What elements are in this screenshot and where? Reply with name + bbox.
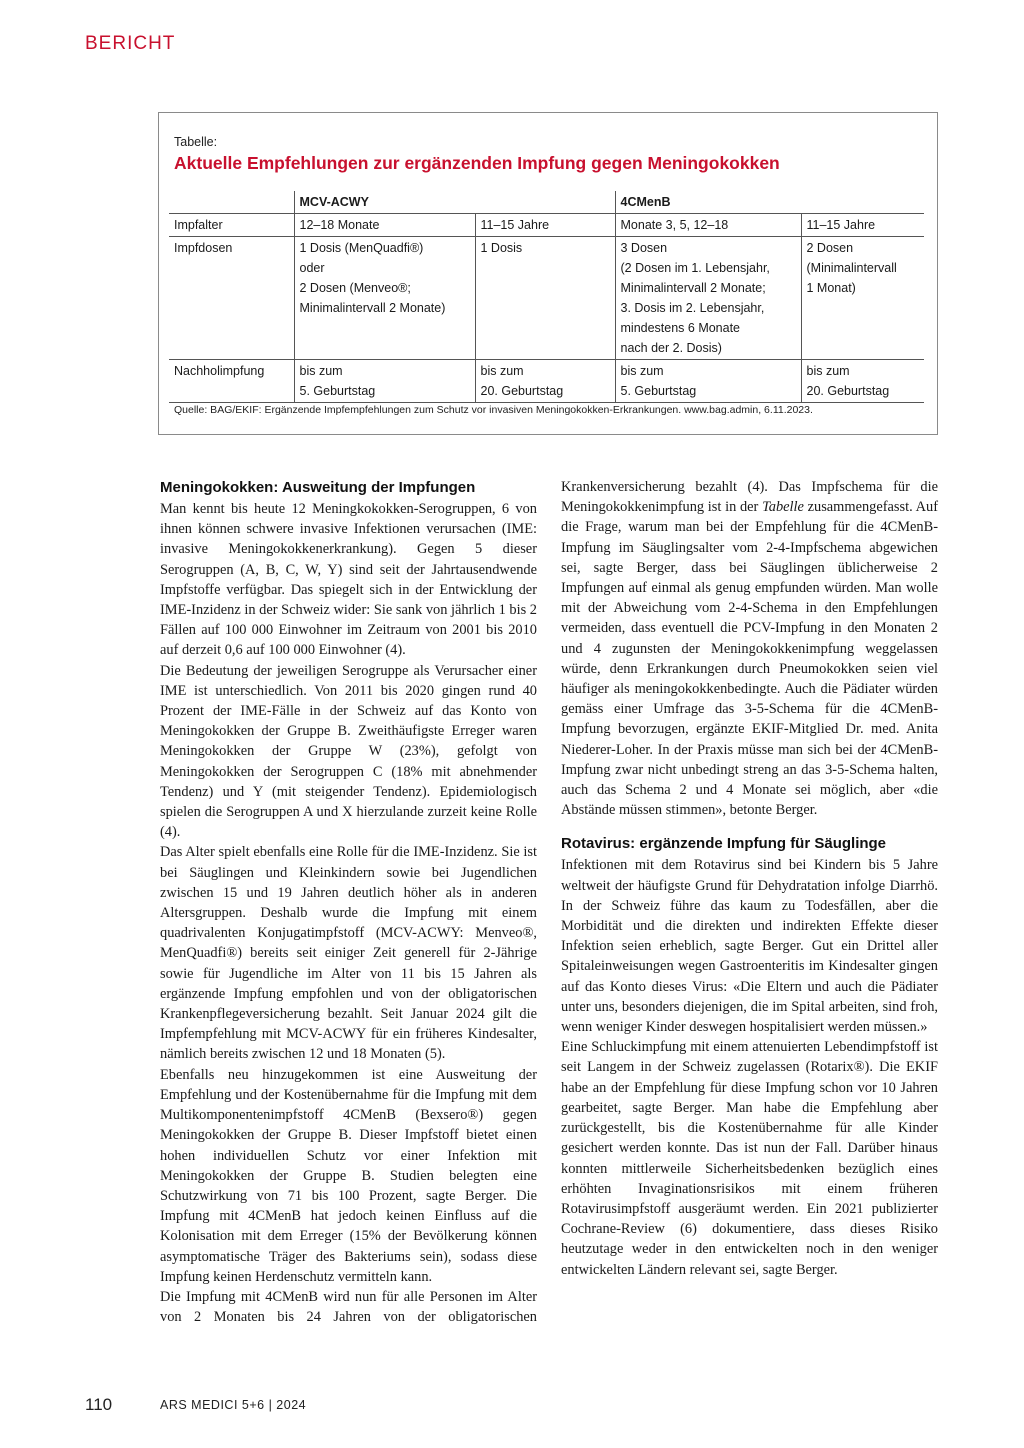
table-cell: 2 Dosen (Minimalintervall 1 Monat) bbox=[801, 237, 924, 360]
table-cell: bis zum 20. Geburtstag bbox=[475, 360, 615, 403]
table-cell: 1 Dosis (MenQuadfi®) oder 2 Dosen (Menveo®; Minimalintervall 2 Monate) bbox=[294, 237, 475, 360]
table-cell: 12–18 Monate bbox=[294, 214, 475, 237]
body-paragraph: Infektionen mit dem Rotavirus sind bei Kindern bis 5 Jahre weltweit der häufigste Grund für Dehydratation infolge Diarrhö. In der Schweiz führe das kaum zu Todesfällen, aber die Morbidität und die direkten und indirekten Effekte dieser Infektion seien erheblich, sagte Berger. Gut ein Drittel aller Spitaleinweisungen wegen Gastroenteritis im Kindesalter gingen auf das Konto dieses Virus: «Die Eltern und auch die Pädiater unter uns, besonders diejenigen, die im Spital arbeiten, sind froh, wenn weniger Kinder deswegen hospitalisiert werden müssen.» bbox=[561, 857, 938, 1036]
table-cell: 3 Dosen (2 Dosen im 1. Lebensjahr, Minimalintervall 2 Monate; 3. Dosis im 2. Lebensjahr, mindestens 6 Monate nach der 2. Dosis) bbox=[615, 237, 801, 360]
table-row-label: Nachholimpfung bbox=[169, 360, 294, 403]
recommendation-table bbox=[169, 191, 924, 403]
table-reference: Tabelle bbox=[762, 499, 804, 516]
body-paragraph: Die Bedeutung der jeweiligen Serogruppe als Verursacher einer IME ist unterschiedlich. Von 2011 bis 2020 gingen rund 40 Prozent der IME-Fälle in der Schweiz auf das Konto von Meningokokken der Gruppe B. Zweithäufigste Erreger waren Meningokokken der Gruppe W (23%), gefolgt von Meningokokken der Serogruppen C (18% mit abnehmender Tendenz) und Y (mit steigender Tendenz). Epidemiologisch spielen die Serogruppen A und X hierzulande zurzeit keine Rolle (4). bbox=[160, 662, 537, 841]
table-row-label: Impfdosen bbox=[169, 237, 294, 360]
table-row bbox=[169, 237, 924, 360]
body-paragraph: Die Impfung mit 4CMenB wird nun für alle Personen im Alter von 2 Monaten bis 24 Jahren von der obligatorischen bbox=[160, 1288, 537, 1326]
body-paragraph: Man kennt bis heute 12 Meningkokokken-Serogruppen, 6 von ihnen können schwere invasive Infektionen verursachen (IME: invasive Meningokokkenerkrankung). Gegen 5 dieser Serogruppen (A, B, C, W, Y) sind seit der Jahrtausendwende Impfstoffe verfügbar. Das spiegelt sich in der Entwicklung der IME-Inzidenz in der Schweiz wider: Sie sank von jährlich 1 bis 2 Fällen auf 100 000 Einwohner im Zeitraum von 2001 bis 2010 auf derzeit 0,6 auf 100 000 Einwohner (4). bbox=[160, 501, 537, 659]
table-title: Aktuelle Empfehlungen zur ergänzenden Impfung gegen Meningokokken bbox=[174, 153, 780, 173]
table-cell: 1 Dosis bbox=[475, 237, 615, 360]
table-cell: 11–15 Jahre bbox=[475, 214, 615, 237]
article-column-left bbox=[160, 477, 537, 1327]
table-header-empty bbox=[169, 191, 294, 214]
body-text: Krankenversicherung bezahlt (4). Das Impfschema für die Meningokokkenimpfung ist in der bbox=[561, 479, 938, 516]
article-column-right bbox=[561, 477, 938, 1280]
table-row bbox=[169, 214, 924, 237]
table-row bbox=[169, 360, 924, 403]
table-caption-label: Tabelle: bbox=[174, 135, 218, 149]
journal-issue: ARS MEDICI 5+6 | 2024 bbox=[160, 1398, 307, 1412]
body-text: zusammengefasst. Auf die Frage, warum man bei der Empfehlung für die 4CMenB-Impfung im Säuglingsalter vom 2-4-Impfschema abgewichen sei, sagte Berger, dass bei Säuglingen üblicherweise 2 Impfungen auf einmal als genug empfunden würden. Man wolle mit der Abweichung vom 2-4-Schema in den Empfehlungen vermeiden, dass eventuell die PCV-Impfung in den Monaten 2 und 4 zugunsten der Meningokokkenimpfung weggelassen würde, denn Erkrankungen durch Pneumokokken seien viel häufiger als meningokokkenbedingte. Auch die Pädiater würden gemäss einer Umfrage das 3-5-Schema für die 4CMenB-Impfung bevorzugen, ergänzte EKIF-Mitglied Dr. med. Anita Niederer-Loher. In der Praxis müsse man sich bei der 4CMenB-Impfung zwar nicht unbedingt streng an das 3-5-Schema halten, auch das Schema 2 und 4 Monate sei möglich, aber «die Abstände müssen stimmen», betonte Berger. bbox=[561, 499, 938, 819]
page-number: 110 bbox=[85, 1395, 113, 1414]
table-group-header: MCV-ACWY bbox=[294, 191, 475, 214]
body-paragraph: Ebenfalls neu hinzugekommen ist eine Ausweitung der Empfehlung und der Kostenübernahme für die Impfung mit dem Multikomponentenimpfstoff 4CMenB (Bexsero®) gegen Meningokokken der Gruppe B. Dieser Impfstoff bietet einen hohen individuellen Schutz vor einer Infektion mit Meningokokken der Gruppe B. Studien belegten eine Schutzwirkung von 71 bis 100 Prozent, sagte Berger. Die Impfung mit 4CMenB hat jedoch keinen Einfluss auf die Kolonisation mit dem Erreger (15% der Bevölkerung können asymptomatische Träger des Bakteriums sein), sodass diese Impfung keinen Herdenschutz vermitteln kann. bbox=[160, 1066, 537, 1285]
table-group-header-spacer bbox=[801, 191, 924, 214]
body-paragraph: Eine Schluckimpfung mit einem attenuierten Lebendimpfstoff ist seit Langem in der Schweiz zugelassen (Rotarix®). Die EKIF habe an der Empfehlung für diese Impfung schon vor 10 Jahren gearbeitet, sagte Berger. Man habe die Empfehlung aber zurückgestellt, bis die Kostenübernahme für alle Kinder gesichert werden konnte. Das ist nun der Fall. Darüber hinaus konnten mittlerweile Sicherheitsbedenken bezüglich eines erhöhten Invaginationsrisikos mit einem früheren Rotavirusimpfstoff ausgeräumt werden. Ein 2021 publizierter Cochrane-Review (6) dokumentiere, dass dieses Risiko heutzutage weder in den entwickelten noch in den weniger entwickelten Ländern relevant sei, sagte Berger. bbox=[561, 1039, 938, 1278]
section-heading: Meningokokken: Ausweitung der Impfungen bbox=[160, 479, 476, 496]
table-cell: 11–15 Jahre bbox=[801, 214, 924, 237]
table-row-label: Impfalter bbox=[169, 214, 294, 237]
table-cell: bis zum 5. Geburtstag bbox=[615, 360, 801, 403]
recommendation-table-box bbox=[158, 112, 938, 435]
table-group-header-spacer bbox=[475, 191, 615, 214]
body-paragraph bbox=[561, 477, 938, 820]
table-cell: bis zum 20. Geburtstag bbox=[801, 360, 924, 403]
table-header-row bbox=[169, 191, 924, 214]
table-cell: bis zum 5. Geburtstag bbox=[294, 360, 475, 403]
section-heading: Rotavirus: ergänzende Impfung für Säuglinge bbox=[561, 835, 887, 853]
body-paragraph: Das Alter spielt ebenfalls eine Rolle für die IME-Inzidenz. Sie ist bei Säuglingen und Kleinkindern sowie bei Jugendlichen zwischen 15 und 19 Jahren deutlich höher als in anderen Altersgruppen. Deshalb wurde die Impfung mit einem quadrivalenten Konjugatimpfstoff (MCV-ACWY: Menveo®, MenQuadfi®) bereits seit einiger Zeit generell für 2-Jährige sowie für Jugendliche im Alter von 11 bis 15 Jahren als ergänzende Impfung empfohlen und von der obligatorischen Krankenpflegeversicherung bezahlt. Seit Januar 2024 gilt die Impfempfehlung mit MCV-ACWY für ein früheres Kindesalter, nämlich bereits zwischen 12 und 18 Monaten (5). bbox=[160, 844, 537, 1063]
table-source: Quelle: BAG/EKIF: Ergänzende Impfempfehlungen zum Schutz vor invasiven Meningokokken-Erkrankungen. www.bag.admin, 6.11.2023. bbox=[174, 404, 813, 416]
section-label: BERICHT bbox=[85, 33, 176, 54]
table-cell: Monate 3, 5, 12–18 bbox=[615, 214, 801, 237]
table-group-header: 4CMenB bbox=[615, 191, 801, 214]
